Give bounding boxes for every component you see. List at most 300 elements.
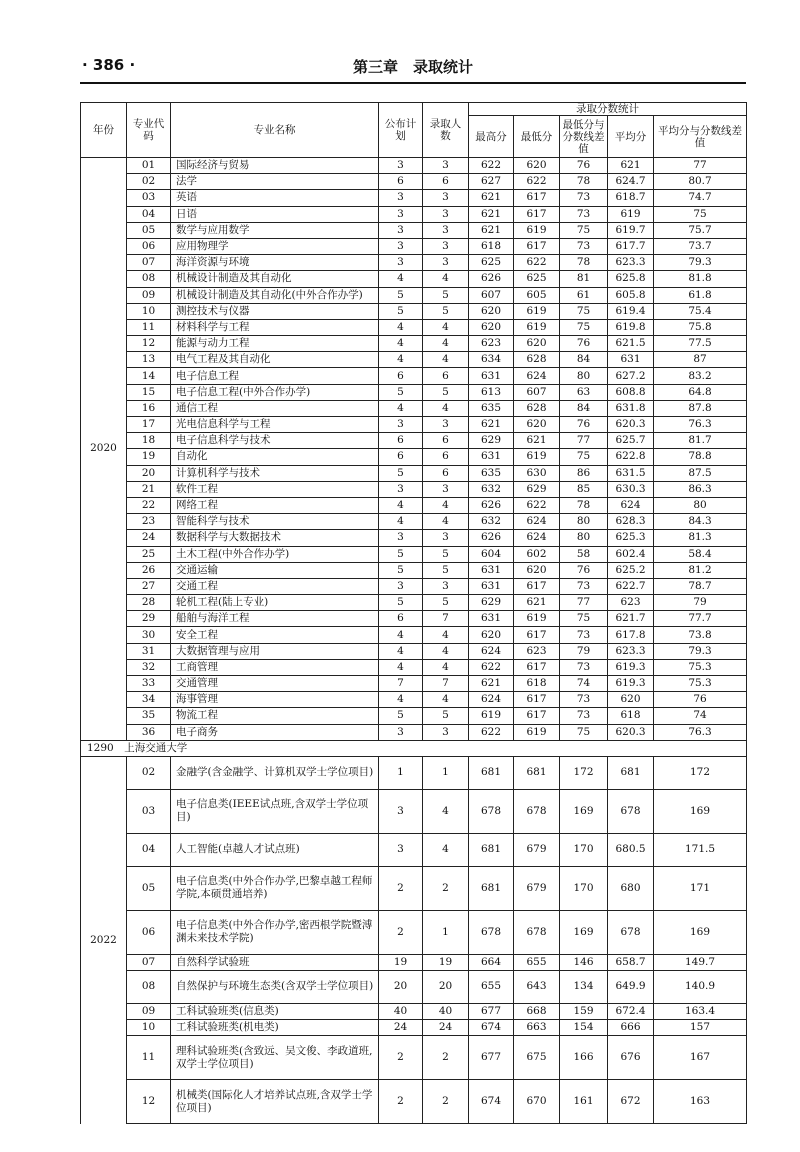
cell-code: 22 xyxy=(127,497,171,513)
cell-name: 数据科学与大数据技术 xyxy=(171,530,379,546)
cell-name: 电子信息类(中外合作办学,巴黎卓越工程师学院,本硕贯通培养) xyxy=(171,866,379,910)
cell-avg_diff: 157 xyxy=(654,1020,747,1036)
cell-min: 620 xyxy=(514,158,560,174)
table-row xyxy=(81,562,747,578)
cell-plan: 6 xyxy=(379,449,423,465)
cell-max: 626 xyxy=(469,271,514,287)
cell-avg: 681 xyxy=(608,756,654,789)
cell-name: 电气工程及其自动化 xyxy=(171,352,379,368)
cell-plan: 7 xyxy=(379,676,423,692)
cell-plan: 5 xyxy=(379,465,423,481)
header-min: 最低分 xyxy=(514,116,560,158)
cell-min: 628 xyxy=(514,400,560,416)
cell-plan: 4 xyxy=(379,514,423,530)
cell-min: 617 xyxy=(514,708,560,724)
table-row xyxy=(81,578,747,594)
cell-admitted: 6 xyxy=(423,174,469,190)
cell-max: 621 xyxy=(469,417,514,433)
cell-admitted: 19 xyxy=(423,954,469,970)
cell-min: 607 xyxy=(514,384,560,400)
table-row xyxy=(81,910,747,954)
cell-min: 619 xyxy=(514,449,560,465)
cell-plan: 1 xyxy=(379,756,423,789)
cell-admitted: 2 xyxy=(423,1036,469,1080)
cell-max: 607 xyxy=(469,287,514,303)
cell-avg_diff: 75.3 xyxy=(654,659,747,675)
cell-plan: 4 xyxy=(379,336,423,352)
cell-avg_diff: 81.3 xyxy=(654,530,747,546)
cell-name: 机械设计制造及其自动化(中外合作办学) xyxy=(171,287,379,303)
cell-avg: 620 xyxy=(608,692,654,708)
cell-avg: 624.7 xyxy=(608,174,654,190)
cell-code: 28 xyxy=(127,595,171,611)
cell-plan: 19 xyxy=(379,954,423,970)
cell-name: 物流工程 xyxy=(171,708,379,724)
cell-name: 海洋资源与环境 xyxy=(171,255,379,271)
cell-min: 621 xyxy=(514,595,560,611)
cell-avg: 625.2 xyxy=(608,562,654,578)
table-row xyxy=(81,352,747,368)
cell-plan: 4 xyxy=(379,643,423,659)
cell-avg_diff: 87 xyxy=(654,352,747,368)
cell-max: 624 xyxy=(469,643,514,659)
cell-name: 工科试验班类(机电类) xyxy=(171,1020,379,1036)
cell-admitted: 4 xyxy=(423,789,469,833)
cell-max: 622 xyxy=(469,724,514,740)
cell-code: 24 xyxy=(127,530,171,546)
cell-avg: 619.3 xyxy=(608,659,654,675)
cell-code: 27 xyxy=(127,578,171,594)
cell-name: 机械设计制造及其自动化 xyxy=(171,271,379,287)
cell-avg_diff: 76.3 xyxy=(654,417,747,433)
cell-avg: 678 xyxy=(608,789,654,833)
cell-admitted: 3 xyxy=(423,206,469,222)
cell-min_diff: 73 xyxy=(560,578,608,594)
cell-min: 681 xyxy=(514,756,560,789)
cell-min: 620 xyxy=(514,417,560,433)
cell-max: 621 xyxy=(469,222,514,238)
cell-plan: 3 xyxy=(379,255,423,271)
table-row xyxy=(81,970,747,1003)
cell-plan: 4 xyxy=(379,271,423,287)
section-row xyxy=(81,740,747,756)
cell-min: 628 xyxy=(514,352,560,368)
cell-max: 621 xyxy=(469,190,514,206)
table-row xyxy=(81,319,747,335)
cell-min_diff: 73 xyxy=(560,190,608,206)
cell-avg: 623.3 xyxy=(608,643,654,659)
cell-plan: 6 xyxy=(379,611,423,627)
cell-min_diff: 78 xyxy=(560,497,608,513)
cell-min: 619 xyxy=(514,319,560,335)
cell-avg_diff: 149.7 xyxy=(654,954,747,970)
cell-admitted: 2 xyxy=(423,1080,469,1124)
table-row xyxy=(81,954,747,970)
cell-max: 626 xyxy=(469,497,514,513)
cell-avg_diff: 167 xyxy=(654,1036,747,1080)
header-score-group: 录取分数统计 xyxy=(469,103,747,116)
cell-plan: 2 xyxy=(379,1036,423,1080)
cell-plan: 24 xyxy=(379,1020,423,1036)
page-header xyxy=(82,56,744,84)
cell-min: 675 xyxy=(514,1036,560,1080)
cell-avg_diff: 81.2 xyxy=(654,562,747,578)
cell-avg: 620.3 xyxy=(608,724,654,740)
cell-avg_diff: 73.8 xyxy=(654,627,747,643)
table-row xyxy=(81,676,747,692)
cell-avg: 672 xyxy=(608,1080,654,1124)
table-row xyxy=(81,255,747,271)
cell-avg_diff: 80 xyxy=(654,497,747,513)
cell-name: 自然科学试验班 xyxy=(171,954,379,970)
cell-name: 海事管理 xyxy=(171,692,379,708)
cell-plan: 3 xyxy=(379,206,423,222)
cell-min: 617 xyxy=(514,578,560,594)
cell-avg_diff: 169 xyxy=(654,789,747,833)
cell-min_diff: 169 xyxy=(560,789,608,833)
cell-min_diff: 77 xyxy=(560,595,608,611)
cell-avg: 631 xyxy=(608,352,654,368)
cell-min: 622 xyxy=(514,255,560,271)
cell-avg: 672.4 xyxy=(608,1003,654,1019)
cell-name: 国际经济与贸易 xyxy=(171,158,379,174)
cell-max: 631 xyxy=(469,368,514,384)
cell-min: 624 xyxy=(514,530,560,546)
cell-avg_diff: 163.4 xyxy=(654,1003,747,1019)
cell-plan: 4 xyxy=(379,497,423,513)
cell-admitted: 5 xyxy=(423,595,469,611)
cell-min_diff: 134 xyxy=(560,970,608,1003)
cell-max: 632 xyxy=(469,481,514,497)
cell-min_diff: 75 xyxy=(560,319,608,335)
cell-avg_diff: 172 xyxy=(654,756,747,789)
table-row xyxy=(81,756,747,789)
year-cell: 2022 xyxy=(81,756,127,1124)
table-row xyxy=(81,1080,747,1124)
cell-plan: 3 xyxy=(379,578,423,594)
cell-admitted: 3 xyxy=(423,417,469,433)
cell-max: 620 xyxy=(469,303,514,319)
cell-name: 理科试验班类(含致远、吴文俊、李政道班,双学士学位项目) xyxy=(171,1036,379,1080)
cell-avg: 617.8 xyxy=(608,627,654,643)
cell-name: 网络工程 xyxy=(171,497,379,513)
cell-avg_diff: 140.9 xyxy=(654,970,747,1003)
cell-avg_diff: 171.5 xyxy=(654,833,747,866)
cell-admitted: 6 xyxy=(423,449,469,465)
cell-min_diff: 84 xyxy=(560,352,608,368)
cell-avg_diff: 78.8 xyxy=(654,449,747,465)
cell-code: 36 xyxy=(127,724,171,740)
cell-avg_diff: 77.5 xyxy=(654,336,747,352)
cell-admitted: 3 xyxy=(423,238,469,254)
cell-plan: 5 xyxy=(379,595,423,611)
cell-min_diff: 76 xyxy=(560,158,608,174)
header-rule xyxy=(80,82,746,84)
cell-avg: 622.7 xyxy=(608,578,654,594)
cell-max: 634 xyxy=(469,352,514,368)
cell-max: 627 xyxy=(469,174,514,190)
cell-code: 11 xyxy=(127,319,171,335)
cell-name: 轮机工程(陆上专业) xyxy=(171,595,379,611)
cell-name: 英语 xyxy=(171,190,379,206)
cell-min: 619 xyxy=(514,222,560,238)
cell-min_diff: 75 xyxy=(560,449,608,465)
cell-name: 交通工程 xyxy=(171,578,379,594)
cell-min_diff: 75 xyxy=(560,611,608,627)
cell-min_diff: 73 xyxy=(560,206,608,222)
cell-code: 03 xyxy=(127,190,171,206)
table-row xyxy=(81,206,747,222)
cell-max: 678 xyxy=(469,789,514,833)
table-row xyxy=(81,692,747,708)
cell-avg_diff: 75.7 xyxy=(654,222,747,238)
cell-code: 05 xyxy=(127,866,171,910)
header-year: 年份 xyxy=(81,103,127,158)
table-row xyxy=(81,643,747,659)
cell-code: 02 xyxy=(127,174,171,190)
cell-name: 机械类(国际化人才培养试点班,含双学士学位项目) xyxy=(171,1080,379,1124)
cell-plan: 4 xyxy=(379,400,423,416)
cell-name: 自动化 xyxy=(171,449,379,465)
cell-name: 通信工程 xyxy=(171,400,379,416)
cell-max: 632 xyxy=(469,514,514,530)
cell-avg: 618.7 xyxy=(608,190,654,206)
cell-max: 626 xyxy=(469,530,514,546)
header-plan: 公布计划 xyxy=(379,103,423,158)
cell-avg_diff: 79 xyxy=(654,595,747,611)
cell-admitted: 4 xyxy=(423,319,469,335)
header-max: 最高分 xyxy=(469,116,514,158)
cell-min_diff: 161 xyxy=(560,1080,608,1124)
cell-code: 29 xyxy=(127,611,171,627)
cell-min_diff: 146 xyxy=(560,954,608,970)
cell-min: 617 xyxy=(514,627,560,643)
cell-admitted: 4 xyxy=(423,643,469,659)
cell-min: 670 xyxy=(514,1080,560,1124)
cell-min: 620 xyxy=(514,336,560,352)
cell-code: 35 xyxy=(127,708,171,724)
cell-name: 能源与动力工程 xyxy=(171,336,379,352)
table-row xyxy=(81,417,747,433)
table-row xyxy=(81,833,747,866)
cell-code: 12 xyxy=(127,336,171,352)
cell-code: 18 xyxy=(127,433,171,449)
cell-avg: 621.5 xyxy=(608,336,654,352)
cell-avg_diff: 75 xyxy=(654,206,747,222)
cell-plan: 3 xyxy=(379,417,423,433)
cell-code: 14 xyxy=(127,368,171,384)
cell-max: 604 xyxy=(469,546,514,562)
cell-min_diff: 79 xyxy=(560,643,608,659)
cell-avg: 617.7 xyxy=(608,238,654,254)
cell-avg_diff: 163 xyxy=(654,1080,747,1124)
cell-min: 617 xyxy=(514,692,560,708)
table-row xyxy=(81,238,747,254)
cell-min: 617 xyxy=(514,190,560,206)
cell-min: 618 xyxy=(514,676,560,692)
cell-admitted: 3 xyxy=(423,578,469,594)
header-min-diff: 最低分与分数线差值 xyxy=(560,116,608,158)
cell-code: 07 xyxy=(127,255,171,271)
cell-plan: 4 xyxy=(379,352,423,368)
cell-max: 629 xyxy=(469,433,514,449)
cell-max: 631 xyxy=(469,611,514,627)
cell-avg_diff: 75.4 xyxy=(654,303,747,319)
table-row xyxy=(81,271,747,287)
cell-admitted: 4 xyxy=(423,627,469,643)
cell-plan: 6 xyxy=(379,174,423,190)
cell-min: 619 xyxy=(514,611,560,627)
cell-min_diff: 169 xyxy=(560,910,608,954)
table-row xyxy=(81,497,747,513)
cell-max: 613 xyxy=(469,384,514,400)
cell-plan: 4 xyxy=(379,692,423,708)
page-number: · 386 · xyxy=(82,56,136,74)
cell-plan: 2 xyxy=(379,866,423,910)
table-row xyxy=(81,627,747,643)
cell-min_diff: 73 xyxy=(560,238,608,254)
cell-avg_diff: 75.3 xyxy=(654,676,747,692)
cell-min_diff: 73 xyxy=(560,627,608,643)
year-cell: 2020 xyxy=(81,158,127,741)
cell-plan: 3 xyxy=(379,481,423,497)
cell-name: 安全工程 xyxy=(171,627,379,643)
cell-code: 08 xyxy=(127,970,171,1003)
header-major: 专业名称 xyxy=(171,103,379,158)
cell-min_diff: 77 xyxy=(560,433,608,449)
cell-avg_diff: 77.7 xyxy=(654,611,747,627)
cell-admitted: 1 xyxy=(423,910,469,954)
cell-max: 681 xyxy=(469,866,514,910)
cell-max: 677 xyxy=(469,1036,514,1080)
cell-plan: 6 xyxy=(379,368,423,384)
cell-min: 605 xyxy=(514,287,560,303)
table-row xyxy=(81,368,747,384)
cell-plan: 3 xyxy=(379,190,423,206)
cell-max: 619 xyxy=(469,708,514,724)
cell-plan: 5 xyxy=(379,562,423,578)
cell-min_diff: 73 xyxy=(560,708,608,724)
cell-min_diff: 81 xyxy=(560,271,608,287)
cell-name: 电子信息科学与技术 xyxy=(171,433,379,449)
cell-min: 624 xyxy=(514,368,560,384)
cell-max: 677 xyxy=(469,1003,514,1019)
header-code: 专业代码 xyxy=(127,103,171,158)
cell-admitted: 4 xyxy=(423,833,469,866)
cell-min_diff: 76 xyxy=(560,336,608,352)
cell-min: 602 xyxy=(514,546,560,562)
cell-max: 635 xyxy=(469,400,514,416)
table-row xyxy=(81,724,747,740)
cell-plan: 4 xyxy=(379,627,423,643)
cell-max: 625 xyxy=(469,255,514,271)
cell-code: 12 xyxy=(127,1080,171,1124)
cell-plan: 3 xyxy=(379,222,423,238)
table-row xyxy=(81,659,747,675)
cell-avg: 618 xyxy=(608,708,654,724)
table-row xyxy=(81,465,747,481)
table-row xyxy=(81,481,747,497)
cell-min_diff: 166 xyxy=(560,1036,608,1080)
cell-name: 法学 xyxy=(171,174,379,190)
chapter-title: 第三章 录取统计 xyxy=(352,58,473,76)
cell-code: 03 xyxy=(127,789,171,833)
cell-min_diff: 74 xyxy=(560,676,608,692)
cell-code: 34 xyxy=(127,692,171,708)
cell-avg_diff: 78.7 xyxy=(654,578,747,594)
cell-min_diff: 78 xyxy=(560,255,608,271)
cell-name: 电子信息类(IEEE试点班,含双学士学位项目) xyxy=(171,789,379,833)
cell-admitted: 4 xyxy=(423,271,469,287)
cell-avg: 658.7 xyxy=(608,954,654,970)
cell-min: 678 xyxy=(514,910,560,954)
cell-code: 04 xyxy=(127,833,171,866)
cell-max: 678 xyxy=(469,910,514,954)
cell-plan: 5 xyxy=(379,546,423,562)
cell-min: 629 xyxy=(514,481,560,497)
cell-admitted: 4 xyxy=(423,400,469,416)
cell-min_diff: 61 xyxy=(560,287,608,303)
cell-min_diff: 172 xyxy=(560,756,608,789)
cell-avg_diff: 76.3 xyxy=(654,724,747,740)
cell-admitted: 3 xyxy=(423,481,469,497)
cell-name: 应用物理学 xyxy=(171,238,379,254)
cell-code: 20 xyxy=(127,465,171,481)
cell-min: 621 xyxy=(514,433,560,449)
table-row xyxy=(81,433,747,449)
cell-code: 07 xyxy=(127,954,171,970)
cell-max: 621 xyxy=(469,206,514,222)
cell-max: 631 xyxy=(469,578,514,594)
cell-avg: 621 xyxy=(608,158,654,174)
cell-name: 电子信息工程(中外合作办学) xyxy=(171,384,379,400)
cell-min: 630 xyxy=(514,465,560,481)
cell-code: 19 xyxy=(127,449,171,465)
cell-avg_diff: 79.3 xyxy=(654,255,747,271)
cell-plan: 3 xyxy=(379,724,423,740)
cell-plan: 5 xyxy=(379,708,423,724)
cell-code: 13 xyxy=(127,352,171,368)
cell-plan: 2 xyxy=(379,1080,423,1124)
cell-avg: 620.3 xyxy=(608,417,654,433)
cell-code: 10 xyxy=(127,303,171,319)
cell-name: 电子信息工程 xyxy=(171,368,379,384)
cell-admitted: 3 xyxy=(423,190,469,206)
cell-admitted: 3 xyxy=(423,222,469,238)
cell-avg_diff: 74 xyxy=(654,708,747,724)
cell-avg: 619.7 xyxy=(608,222,654,238)
cell-avg_diff: 86.3 xyxy=(654,481,747,497)
table-row xyxy=(81,336,747,352)
cell-admitted: 20 xyxy=(423,970,469,1003)
cell-name: 大数据管理与应用 xyxy=(171,643,379,659)
cell-min_diff: 86 xyxy=(560,465,608,481)
cell-min: 625 xyxy=(514,271,560,287)
cell-admitted: 4 xyxy=(423,514,469,530)
table-row xyxy=(81,1003,747,1019)
cell-admitted: 5 xyxy=(423,708,469,724)
admission-table xyxy=(80,102,747,1124)
cell-min: 679 xyxy=(514,833,560,866)
cell-avg_diff: 75.8 xyxy=(654,319,747,335)
cell-min: 655 xyxy=(514,954,560,970)
cell-avg_diff: 58.4 xyxy=(654,546,747,562)
cell-name: 船舶与海洋工程 xyxy=(171,611,379,627)
cell-avg: 621.7 xyxy=(608,611,654,627)
cell-min: 679 xyxy=(514,866,560,910)
cell-max: 655 xyxy=(469,970,514,1003)
cell-max: 674 xyxy=(469,1020,514,1036)
